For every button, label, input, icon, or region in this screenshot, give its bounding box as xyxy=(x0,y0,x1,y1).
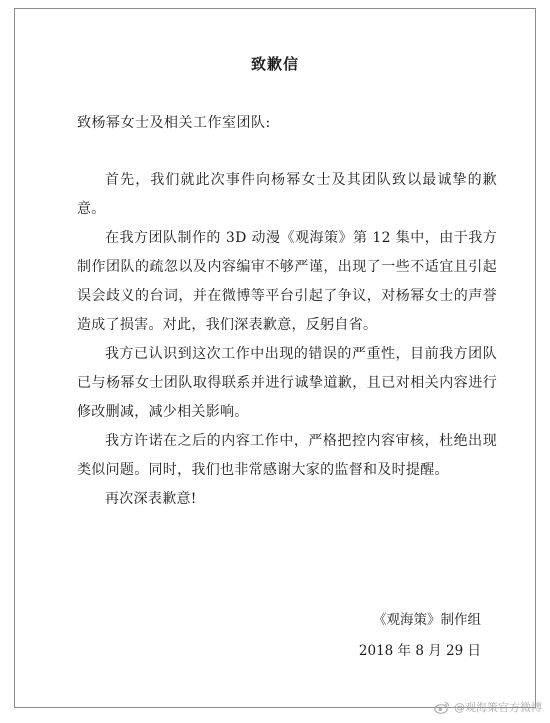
weibo-logo-icon xyxy=(434,701,450,714)
letter-signature-block xyxy=(359,605,481,667)
watermark-text: @观海策官方微博 xyxy=(454,701,542,714)
paragraph-3: 我方已认识到这次工作中出现的错误的严重性，目前我方团队已与杨幂女士团队取得联系并进行诚挚道歉，且已对相关内容进行修改删减，减少相关影响。 xyxy=(77,346,497,420)
paragraph-1: 首先，我们就此次事件向杨幂女士及其团队致以最诚挚的歉意。 xyxy=(77,172,497,217)
paragraph-2: 在我方团队制作的 3D 动漫《观海策》第 12 集中，由于我方制作团队的疏忽以及内容编审不够严谨，出现了一些不适宜且引起误会歧义的台词，并在微博等平台引起了争议，对杨幂女士的声誉造成了损害。对此，我们深表歉意，反躬自省。 xyxy=(77,230,497,333)
letter-page xyxy=(14,8,536,708)
paragraph-4: 我方许诺在之后的内容工作中，严格把控内容审核，杜绝出现类似问题。同时，我们也非常感谢大家的监督和及时提醒。 xyxy=(77,433,497,478)
signature-date: 2018 年 8 月 29 日 xyxy=(358,643,481,659)
letter-salutation: 致杨幂女士及相关工作室团队: xyxy=(77,115,271,131)
letter-body xyxy=(77,166,497,514)
paragraph-5: 再次深表歉意! xyxy=(105,491,197,507)
weibo-watermark xyxy=(434,699,542,715)
signature-name: 《观海策》制作组 xyxy=(373,612,481,628)
letter-title: 致歉信 xyxy=(250,55,299,73)
